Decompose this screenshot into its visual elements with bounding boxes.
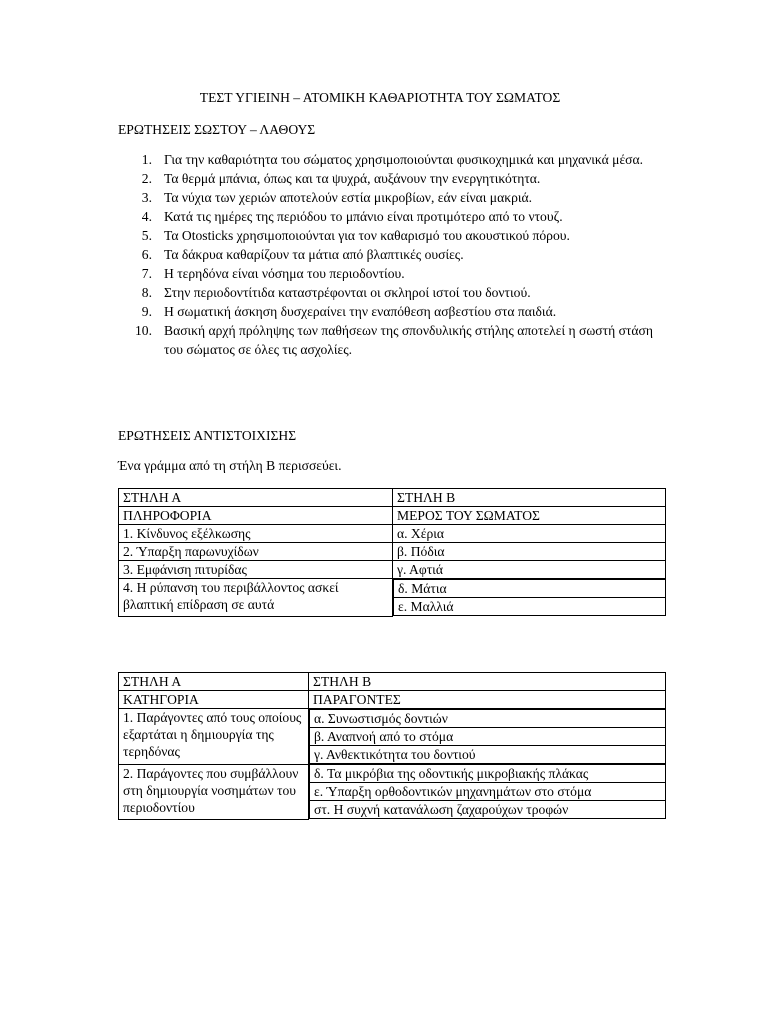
table-cell [393, 579, 666, 616]
table-cell-item: ε. Μαλλιά [394, 597, 665, 615]
list-item: 2. Τα θερμά μπάνια, όπως και τα ψυχρά, αυξάνουν την ενεργητικότητα. [141, 171, 541, 186]
table-cell-item: α. Συνωστισμός δοντιών [314, 711, 448, 726]
list-item: 10. Βασική αρχή πρόληψης των παθήσεων της σπονδυλικής στήλης αποτελεί η σωστή στάση του σώματος σε όλες τις ασχολίες. [135, 323, 653, 357]
table-cell: ΣΤΗΛΗ Β [309, 673, 666, 691]
table-row [119, 673, 666, 691]
table-cell-item: ε. Ύπαρξη ορθοδοντικών μηχανημάτων στο στόμα [310, 782, 665, 800]
table-cell-item: στ. Η συχνή κατανάλωση ζαχαρούχων τροφών [310, 800, 665, 818]
page-title: ΤΕΣΤ ΥΓΙΕΙΝΗ – ΑΤΟΜΙΚΗ ΚΑΘΑΡΙΟΤΗΤΑ ΤΟΥ ΣΩΜΑΤΟΣ [199, 90, 561, 105]
table-cell: 2. Ύπαρξη παρωνυχίδων [119, 543, 393, 561]
table-row [119, 507, 666, 525]
true-false-heading: ΕΡΩΤΗΣΕΙΣ ΣΩΣΤΟΥ – ΛΑΘΟΥΣ [118, 122, 316, 137]
table-cell: ΣΤΗΛΗ Α [119, 489, 393, 507]
table-cell: 1. Κίνδυνος εξέλκωσης [119, 525, 393, 543]
table-cell: 2. Παράγοντες που συμβάλλουν στη δημιουργία νοσημάτων του περιοδοντίου [119, 764, 309, 819]
table-cell: 1. Παράγοντες από τους οποίους εξαρτάται η δημιουργία της τερηδόνας [119, 709, 309, 765]
table-cell: ΠΑΡΑΓΟΝΤΕΣ [309, 691, 666, 709]
list-item: 1. Για την καθαριότητα του σώματος χρησιμοποιούνται φυσικοχημικά και μηχανικά μέσα. [141, 152, 644, 167]
table-row [119, 691, 666, 709]
list-item: 3. Τα νύχια των χεριών αποτελούν εστία μικροβίων, εάν είναι μακριά. [141, 190, 533, 205]
list-item: 4. Κατά τις ημέρες της περιόδου το μπάνιο είναι προτιμότερο από το ντουζ. [141, 209, 563, 224]
table-row [119, 764, 666, 819]
table-cell: ΣΤΗΛΗ Α [119, 673, 309, 691]
table-row [119, 525, 666, 543]
matching-heading: ΕΡΩΤΗΣΕΙΣ ΑΝΤΙΣΤΟΙΧΙΣΗΣ [118, 428, 297, 443]
table-row [119, 709, 666, 765]
table-cell-item: δ. Μάτια [398, 581, 447, 596]
matching-note: Ένα γράμμα από τη στήλη Β περισσεύει. [118, 458, 342, 473]
table-row [119, 489, 666, 507]
list-item: 9. Η σωματική άσκηση δυσχεραίνει την εναπόθεση ασβεστίου στα παιδιά. [141, 304, 557, 319]
table-row [119, 543, 666, 561]
table-cell: γ. Αφτιά [393, 561, 666, 579]
list-item: 7. Η τερηδόνα είναι νόσημα του περιοδοντίου. [141, 266, 405, 281]
table-cell: ΠΛΗΡΟΦΟΡΙΑ [119, 507, 393, 525]
table-cell: 4. Η ρύπανση του περιβάλλοντος ασκεί βλαπτική επίδραση σε αυτά [119, 579, 393, 617]
table-row [119, 561, 666, 579]
table-cell: α. Χέρια [393, 525, 666, 543]
table-cell: ΚΑΤΗΓΟΡΙΑ [119, 691, 309, 709]
table-cell [309, 764, 666, 819]
matching-table-1 [118, 488, 666, 617]
list-item: 8. Στην περιοδοντίτιδα καταστρέφονται οι σκληροί ιστοί του δοντιού. [141, 285, 531, 300]
list-item: 5. Τα Otosticks χρησιμοποιούνται για τον καθαρισμό του ακουστικού πόρου. [141, 228, 570, 243]
table-cell: ΜΕΡΟΣ ΤΟΥ ΣΩΜΑΤΟΣ [393, 507, 666, 525]
matching-table-2 [118, 672, 666, 820]
list-item: 6. Τα δάκρυα καθαρίζουν τα μάτια από βλαπτικές ουσίες. [141, 247, 464, 262]
table-cell-item: γ. Ανθεκτικότητα του δοντιού [310, 745, 665, 763]
table-cell: ΣΤΗΛΗ Β [393, 489, 666, 507]
table-row [119, 579, 666, 617]
table-cell-item: β. Αναπνοή από το στόμα [310, 727, 665, 745]
table-cell-item: δ. Τα μικρόβια της οδοντικής μικροβιακής πλάκας [314, 766, 589, 781]
table-cell: β. Πόδια [393, 543, 666, 561]
table-cell: 3. Εμφάνιση πιτυρίδας [119, 561, 393, 579]
table-cell [309, 709, 666, 764]
true-false-list [118, 150, 658, 359]
